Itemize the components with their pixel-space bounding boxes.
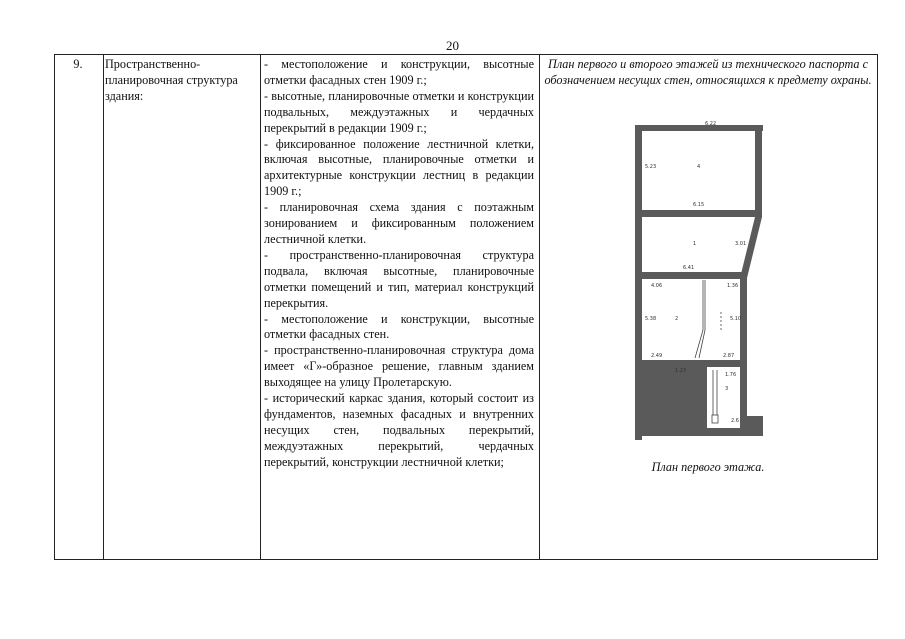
wall [635,272,747,279]
wall [635,360,747,367]
wall [635,210,762,217]
floor-plan-drawing [623,120,783,455]
row-number: 9. [73,57,83,71]
svg-text:3: 3 [725,386,729,392]
svg-text:4.06: 4.06 [651,283,663,289]
svg-text:1.23: 1.23 [675,368,687,374]
list-item: - местоположение и конструкции, высотные отметки фасадных стен. [264,311,534,342]
room [642,131,755,210]
svg-text:6.15: 6.15 [693,202,705,208]
svg-text:5.10: 5.10 [730,316,742,322]
list-item: - исторический каркас здания, который состоит из фундаментов, наземных фасадных и внутренних несущих стен, подвальных перекрытий, междуэтажных перекрытий, чердачных перекрытий, конструкции лестничной клетки; [264,391,534,469]
svg-text:1.36: 1.36 [727,283,739,289]
wall [755,125,762,217]
plan-cell [543,57,873,557]
list-item: - планировочная схема здания с поэтажным зонированием и фиксированным положением лестничной клетки. [264,200,534,246]
svg-text:5.38: 5.38 [645,316,657,322]
room [642,279,740,360]
svg-text:2.87: 2.87 [723,353,735,359]
svg-text:2.6: 2.6 [731,418,739,424]
wall [740,278,747,368]
protected-items-list [264,57,534,471]
svg-text:3.01: 3.01 [735,241,747,247]
svg-text:6.22: 6.22 [705,121,717,127]
list-item: - фиксированное положение лестничной клетки, включая высотные, планировочные отметки и архитектурные конструкции лестниц в редакции 1909 г.; [264,136,534,199]
wall [740,360,747,428]
svg-text:2.49: 2.49 [651,353,663,359]
list-item: - пространственно-планировочная структура дома имеет «Г»-образное решение, главным зданием выходящее на улицу Пролетарскую. [264,343,534,390]
svg-text:2: 2 [675,316,679,322]
wall [635,125,763,131]
svg-text:6.41: 6.41 [683,265,695,271]
svg-text:5.23: 5.23 [645,164,657,170]
plan-heading: План первого и второго этажей из технического паспорта с обозначением несущих стен, относящихся к предмету охраны. [544,57,872,87]
list-item: - высотные, планировочные отметки и конструкции подвальных, междуэтажных и чердачных перекрытий в редакции 1909 г.; [264,88,534,135]
list-item: - местоположение и конструкции, высотные отметки фасадных стен 1909 г.; [264,57,534,87]
wall [635,367,707,428]
svg-text:1.76: 1.76 [725,372,737,378]
row-title: Пространственно-планировочная структура здания: [105,57,238,103]
wall [747,416,763,436]
protection-table [54,54,878,560]
column-divider [260,55,261,559]
page-number: 20 [446,38,459,53]
column-divider [539,55,540,559]
plan-caption: План первого этажа. [651,460,765,474]
wall [635,428,763,436]
svg-text:4: 4 [697,164,701,170]
svg-text:1: 1 [693,241,697,247]
column-divider [103,55,104,559]
list-item: - пространственно-планировочная структура подвала, включая высотные, планировочные отметки помещений и тип, материал конструкций перекрытия. [264,247,534,310]
